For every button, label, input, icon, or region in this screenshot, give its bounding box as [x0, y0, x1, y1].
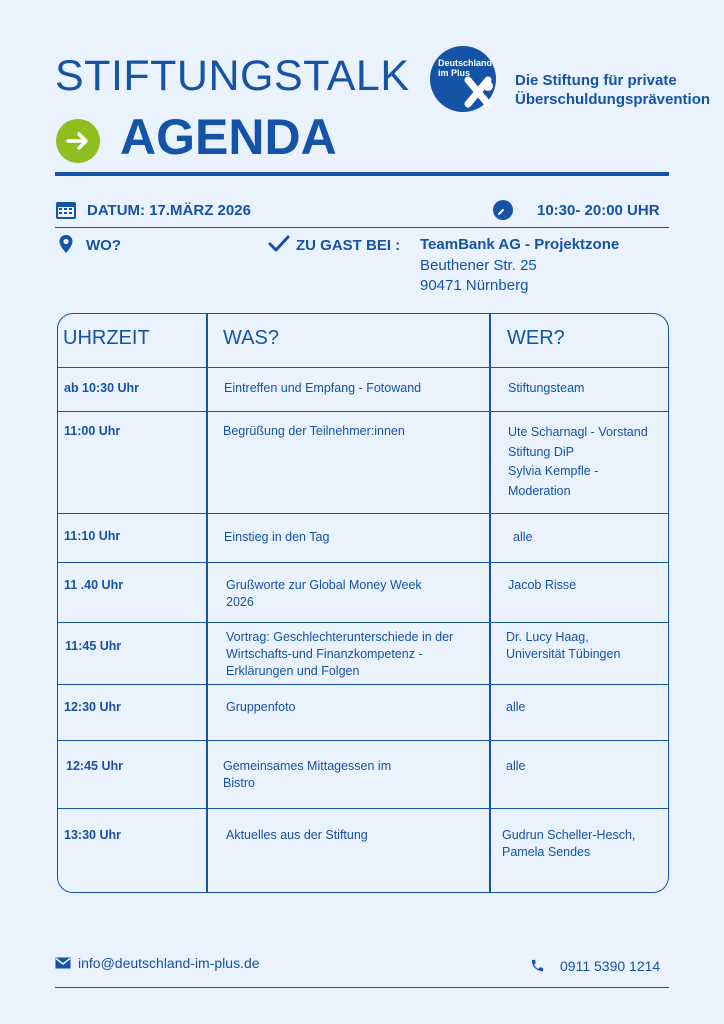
- row-what: Grußworte zur Global Money Week 2026: [226, 578, 422, 609]
- header-divider: [55, 172, 669, 176]
- table-row-divider: [58, 622, 668, 623]
- logo: [430, 46, 496, 112]
- row-who: Gudrun Scheller-Hesch, Pamela Sendes: [502, 828, 636, 859]
- event-date: DATUM: 17.MÄRZ 2026: [87, 202, 251, 219]
- footer-divider: [55, 987, 669, 988]
- clock-icon: [492, 199, 514, 226]
- guest-label: ZU GAST BEI :: [296, 237, 401, 254]
- table-row-divider: [58, 684, 668, 685]
- venue-street: Beuthener Str. 25: [420, 257, 537, 274]
- table-row-divider: [58, 740, 668, 741]
- checkmark-icon: [268, 234, 290, 259]
- row-what: Gruppenfoto: [226, 700, 296, 714]
- row-what: Aktuelles aus der Stiftung: [226, 828, 368, 842]
- table-row-divider: [58, 411, 668, 412]
- venue-name: TeamBank AG - Projektzone: [420, 236, 620, 253]
- row-time: 12:45 Uhr: [66, 759, 123, 773]
- table-column-divider: [206, 314, 208, 892]
- arrow-right-icon: [56, 119, 100, 163]
- event-time: 10:30- 20:00 UHR: [537, 202, 660, 219]
- row-who: Dr. Lucy Haag, Universität Tübingen: [506, 630, 621, 661]
- logo-text: Deutschland im Plus: [438, 58, 493, 79]
- row-who: Jacob Risse: [508, 578, 577, 592]
- calendar-icon: [55, 200, 77, 225]
- row-time: 11:00 Uhr: [64, 424, 121, 438]
- venue-city: 90471 Nürnberg: [420, 277, 529, 294]
- row-time: 11:10 Uhr: [64, 529, 121, 543]
- column-header-time: UHRZEIT: [63, 327, 150, 349]
- mail-icon: [55, 956, 71, 974]
- row-time: 13:30 Uhr: [64, 828, 121, 842]
- table-row-divider: [58, 808, 668, 809]
- row-who: alle: [506, 700, 526, 714]
- table-row-divider: [58, 513, 668, 514]
- where-label: WO?: [86, 237, 121, 254]
- row-what: Einstieg in den Tag: [224, 530, 330, 544]
- column-header-who: WER?: [507, 327, 565, 349]
- row-who: Stiftungsteam: [508, 381, 585, 395]
- row-who: alle: [506, 759, 526, 773]
- row-what: Vortrag: Geschlechterunterschiede in der Wirtschafts-und Finanzkompetenz - Erklärungen und Folgen: [226, 630, 454, 678]
- info-divider: [55, 227, 669, 228]
- contact-email[interactable]: info@deutschland-im-plus.de: [78, 955, 260, 971]
- table-column-divider: [489, 314, 491, 892]
- row-what: Gemeinsames Mittagessen im Bistro: [223, 759, 392, 790]
- row-time: 12:30 Uhr: [64, 700, 121, 714]
- row-who: Ute Scharnagl - Vorstand Stiftung DiP Sylvia Kempfle - Moderation: [508, 425, 648, 498]
- column-header-what: WAS?: [223, 327, 279, 349]
- row-time: 11 .40 Uhr: [64, 578, 124, 592]
- row-what: Eintreffen und Empfang - Fotowand: [224, 381, 422, 395]
- row-what: Begrüßung der Teilnehmer:innen: [223, 424, 405, 438]
- phone-icon: [530, 958, 545, 978]
- row-time: ab 10:30 Uhr: [64, 381, 140, 395]
- row-time: 11:45 Uhr: [65, 639, 122, 653]
- page-title: AGENDA: [120, 109, 337, 165]
- contact-phone[interactable]: 0911 5390 1214: [560, 958, 661, 974]
- location-pin-icon: [58, 234, 74, 259]
- table-row-divider: [58, 562, 668, 563]
- tagline: Die Stiftung für private Überschuldungsprävention: [515, 72, 711, 108]
- title-line-1: STIFTUNGSTALK: [55, 52, 410, 100]
- row-who: alle: [513, 530, 533, 544]
- table-row-divider: [58, 367, 668, 368]
